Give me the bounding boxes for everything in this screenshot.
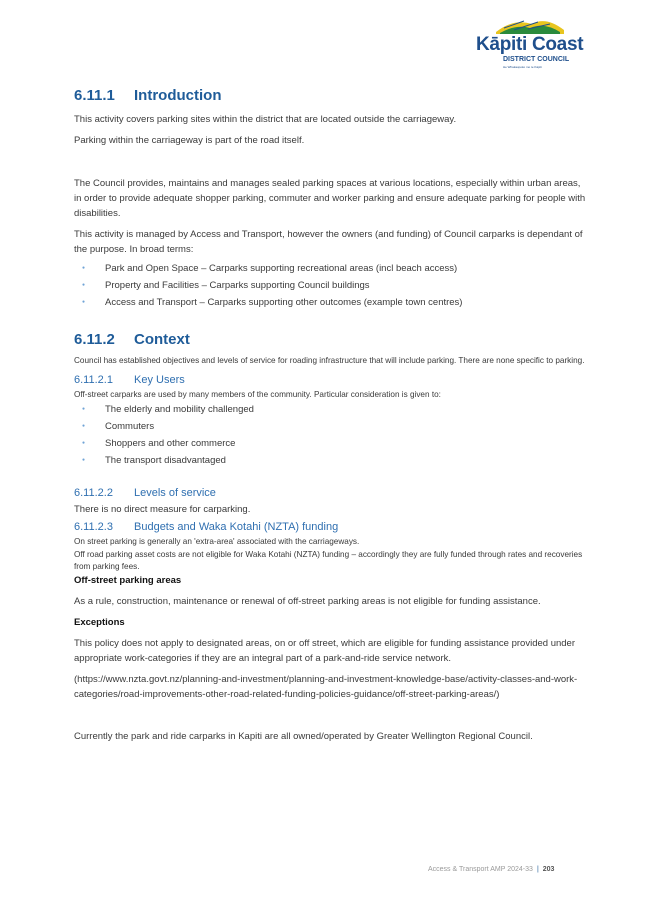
paragraph: Off road parking asset costs are not eligible for Waka Kotahi (NZTA) funding – accordingly they are fully funded through rates and recoveries from parking fees. bbox=[74, 549, 583, 571]
paragraph: Council has established objectives and levels of service for roading infrastructure that will include parking. There are none specific to parking. bbox=[74, 356, 585, 365]
list-item: ● The elderly and mobility challenged bbox=[74, 401, 589, 418]
paragraph: There is no direct measure for carparking. bbox=[74, 504, 251, 515]
paragraph: This activity covers parking sites within the district that are located outside the carriageway. bbox=[74, 114, 457, 125]
section-title: Introduction bbox=[134, 87, 222, 104]
paragraph: This policy does not apply to designated areas, on or off street, which are eligible for funding assistance provided under appropriate work-categories if they are an integral part of a park-and-ride service network. bbox=[74, 637, 575, 664]
paragraph: Parking within the carriageway is part of the road itself. bbox=[74, 135, 305, 146]
list-item: ● Property and Facilities – Carparks supporting Council buildings bbox=[74, 277, 589, 294]
footer-separator: | bbox=[536, 866, 539, 873]
section-title: Context bbox=[134, 331, 190, 348]
subsection-heading-key-users bbox=[74, 374, 589, 386]
paragraph: On street parking is generally an 'extra-area' associated with the carriageways. bbox=[74, 537, 360, 546]
subsection-title: Levels of service bbox=[134, 487, 216, 499]
section-heading-introduction bbox=[74, 87, 589, 104]
paragraph: The Council provides, maintains and manages sealed parking spaces at various locations, especially within urban areas, in order to provide adequate shopper parking, commuter and worker parking and ensure adequate parking for people with disabilities. bbox=[74, 178, 586, 219]
section-number: 6.11.1 bbox=[74, 87, 115, 104]
section-number: 6.11.2 bbox=[74, 331, 115, 348]
exceptions-heading: Exceptions bbox=[74, 616, 125, 628]
council-logo bbox=[470, 16, 595, 74]
footer-document-title: Access & Transport AMP 2024-33 bbox=[428, 866, 533, 873]
section-heading-context bbox=[74, 331, 589, 348]
hills-logo-icon bbox=[494, 16, 566, 36]
subsection-heading-levels-of-service bbox=[74, 487, 589, 499]
policy-url: (https://www.nzta.govt.nz/planning-and-investment/planning-and-investment-knowledge-base/activity-classes-and-work-categories/road-improvements-other-road-related-funding-policies-guidance/off-street-parking-areas/) bbox=[74, 673, 578, 700]
main-content bbox=[74, 87, 589, 744]
logo-brand: Kāpiti Coast bbox=[476, 34, 584, 55]
subsection-heading-budgets bbox=[74, 521, 589, 533]
list-item: ● Shoppers and other commerce bbox=[74, 435, 589, 452]
off-street-heading: Off-street parking areas bbox=[74, 574, 182, 586]
purpose-list bbox=[74, 260, 589, 311]
subsection-title: Key Users bbox=[134, 373, 185, 386]
subsection-number: 6.11.2.3 bbox=[74, 521, 113, 533]
subsection-title: Budgets and Waka Kotahi (NZTA) funding bbox=[134, 521, 339, 533]
paragraph: Currently the park and ride carparks in Kapiti are all owned/operated by Greater Wellington Regional Council. bbox=[74, 730, 533, 742]
logo-tagline: He Whakaupoko mo te Kāpiti bbox=[503, 65, 542, 69]
page-number: 203 bbox=[542, 866, 555, 873]
list-item: ● Park and Open Space – Carparks supporting recreational areas (incl beach access) bbox=[74, 260, 589, 277]
list-item: ● Commuters bbox=[74, 418, 589, 435]
list-item: ● The transport disadvantaged bbox=[74, 452, 589, 469]
list-item: ● Access and Transport – Carparks supporting other outcomes (example town centres) bbox=[74, 294, 589, 311]
paragraph: As a rule, construction, maintenance or renewal of off-street parking areas is not eligible for funding assistance. bbox=[74, 595, 541, 607]
page-footer bbox=[428, 866, 554, 873]
key-users-list bbox=[74, 401, 589, 469]
subsection-number: 6.11.2.2 bbox=[74, 487, 113, 499]
paragraph: This activity is managed by Access and Transport, however the owners (and funding) of Council carparks is dependant of the purpose. In broad terms: bbox=[74, 229, 583, 255]
logo-council: DISTRICT COUNCIL bbox=[503, 56, 570, 63]
subsection-number: 6.11.2.1 bbox=[74, 373, 113, 386]
paragraph: Off-street carparks are used by many members of the community. Particular consideration is given to: bbox=[74, 389, 441, 399]
